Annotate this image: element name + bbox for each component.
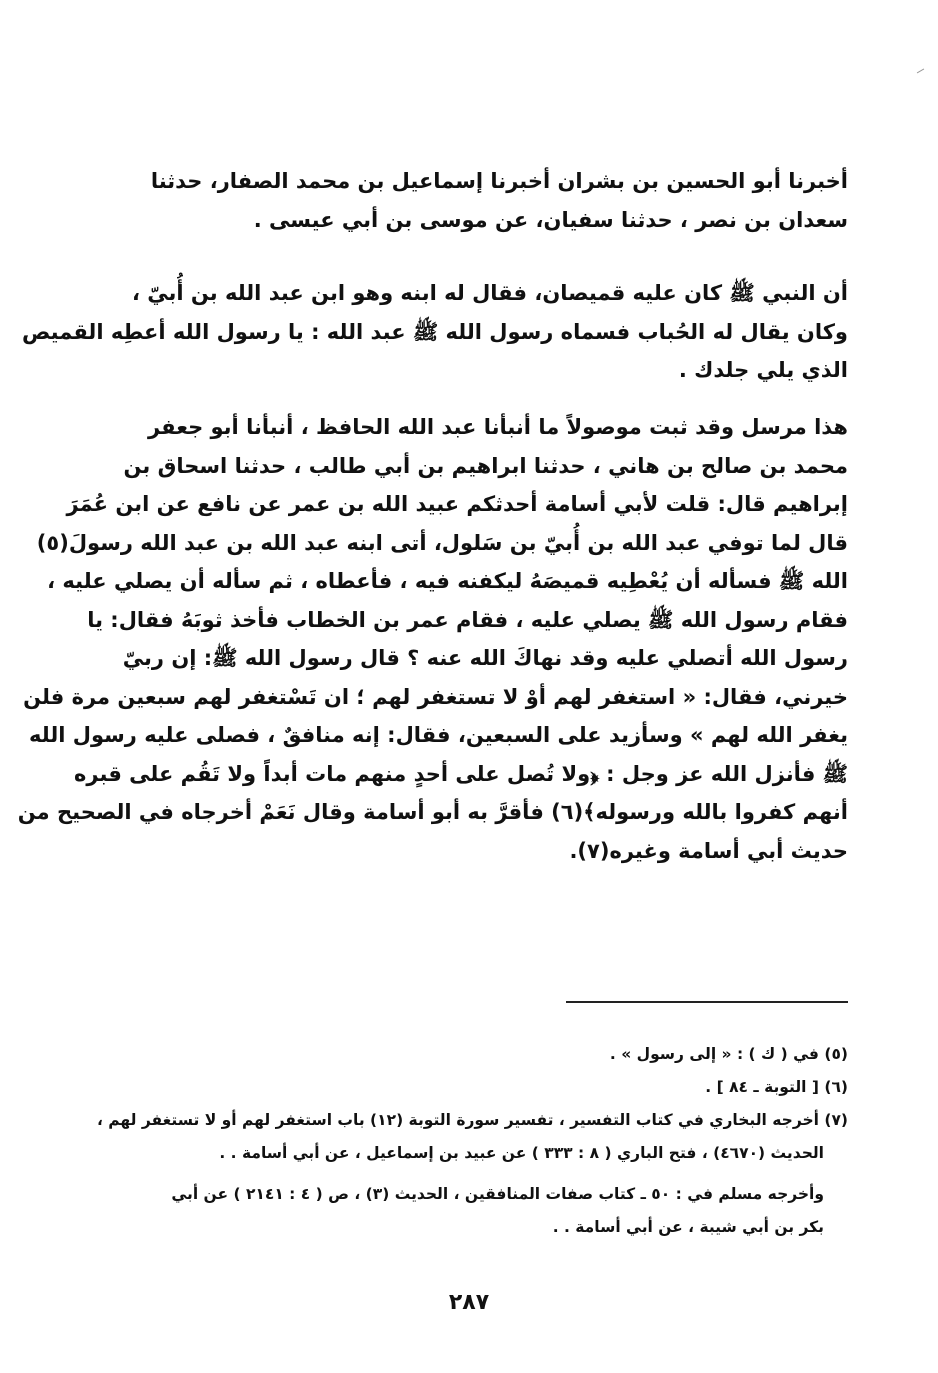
text-line: رسول الله أتصلي عليه وقد نهاكَ الله عنه ؟ قال رسول الله ﷺ: إن ربيّ [122,646,848,670]
text-line: حديث أبي أسامة وغيره(٧). [569,838,848,863]
text-line: إبراهيم قال: قلت لأبي أسامة أحدثكم عبيد الله بن عمر عن نافع عن ابن عُمَرَ [66,492,848,516]
page-number: ٢٨٧ [448,1290,490,1315]
text-line: فقام رسول الله ﷺ يصلي عليه ، فقام عمر بن الخطاب فأخذ ثوبَهُ فقال: يا [87,607,848,632]
text-line: أن النبي ﷺ كان عليه قميصان، فقال له ابنه وهو ابن عبد الله بن أُبيّ ، [131,281,848,305]
paragraph-connected-narration [17,408,848,870]
text-line: قال لما توفي عبد الله بن أُبيّ بن سَلول، أتى ابنه عبد الله بن عبد الله رسولَ(٥) [36,530,848,555]
footnote-7-muslim-continued: بكر بن أبي شيبة ، عن أبي أسامة . . [552,1218,824,1236]
text-line: خيرني، فقال: « استغفر لهم أوْ لا تستغفر لهم ؛ ان تَسْتغفر لهم سبعين مرة فلن [23,684,848,709]
text-line: الذي يلي جلدك . [678,358,848,382]
text-line: ﷺ فأنزل الله عز وجل : ﴿ولا تُصل على أحدٍ منهم مات أبداً ولا تَقُم على قبره [74,761,848,786]
text-line: أنهم كفروا بالله ورسوله﴾(٦) فأقرَّ به أبو أسامة وقال نَعَمْ أخرجاه في الصحيح من [17,800,848,824]
text-line: يغفر الله لهم » وسأزيد على السبعين، فقال: إنه منافقٌ ، فصلى عليه رسول الله [29,723,848,747]
footnote-6: (٦) [ التوبة ـ ٨٤ ] . [705,1078,848,1096]
footnote-5: (٥) في ( ك ) : « إلى رسول » . [609,1045,848,1063]
paragraph-hadith [22,274,848,390]
footnote-gap [112,1170,848,1178]
paragraph-isnad [112,162,848,239]
footnote-7: (٧) أخرجه البخاري في كتاب التفسير ، تفسير سورة التوبة (١٢) باب استغفر لهم أو لا تستغفر لهم ، [96,1111,848,1129]
footnote-7-continued: الحديث (٤٦٧٠) ، فتح الباري ( ٨ : ٣٣٣ ) عن عبيد بن إسماعيل ، عن أبي أسامة . . [219,1144,824,1162]
footnote-separator [566,1001,848,1003]
text-line: محمد بن صالح بن هاني ، حدثنا ابراهيم بن أبي طالب ، حدثنا اسحاق بن [123,453,848,478]
text-line: وكان يقال له الحُباب فسماه رسول الله ﷺ عبد الله : يا رسول الله أعطِه القميص [22,319,848,344]
text-line: الله ﷺ فسأله أن يُعْطِيه قميصَهُ ليكفنه فيه ، فأعطاه ، ثم سأله أن يصلي عليه ، [47,569,848,593]
text-line: هذا مرسل وقد ثبت موصولاً ما أنبأنا عبد الله الحافظ ، أنبأنا أبو جعفر [148,415,848,439]
margin-mark [917,68,927,78]
footnotes [96,1038,848,1244]
text-line: أخبرنا أبو الحسين بن بشران أخبرنا إسماعيل بن محمد الصفار، حدثنا [150,169,848,193]
text-line: سعدان بن نصر ، حدثنا سفيان، عن موسى بن أبي عيسى . [253,207,848,232]
footnote-7-muslim: وأخرجه مسلم في : ٥٠ ـ كتاب صفات المنافقين ، الحديث (٣) ، ص ( ٤ : ٢١٤١ ) عن أبي [171,1185,824,1203]
